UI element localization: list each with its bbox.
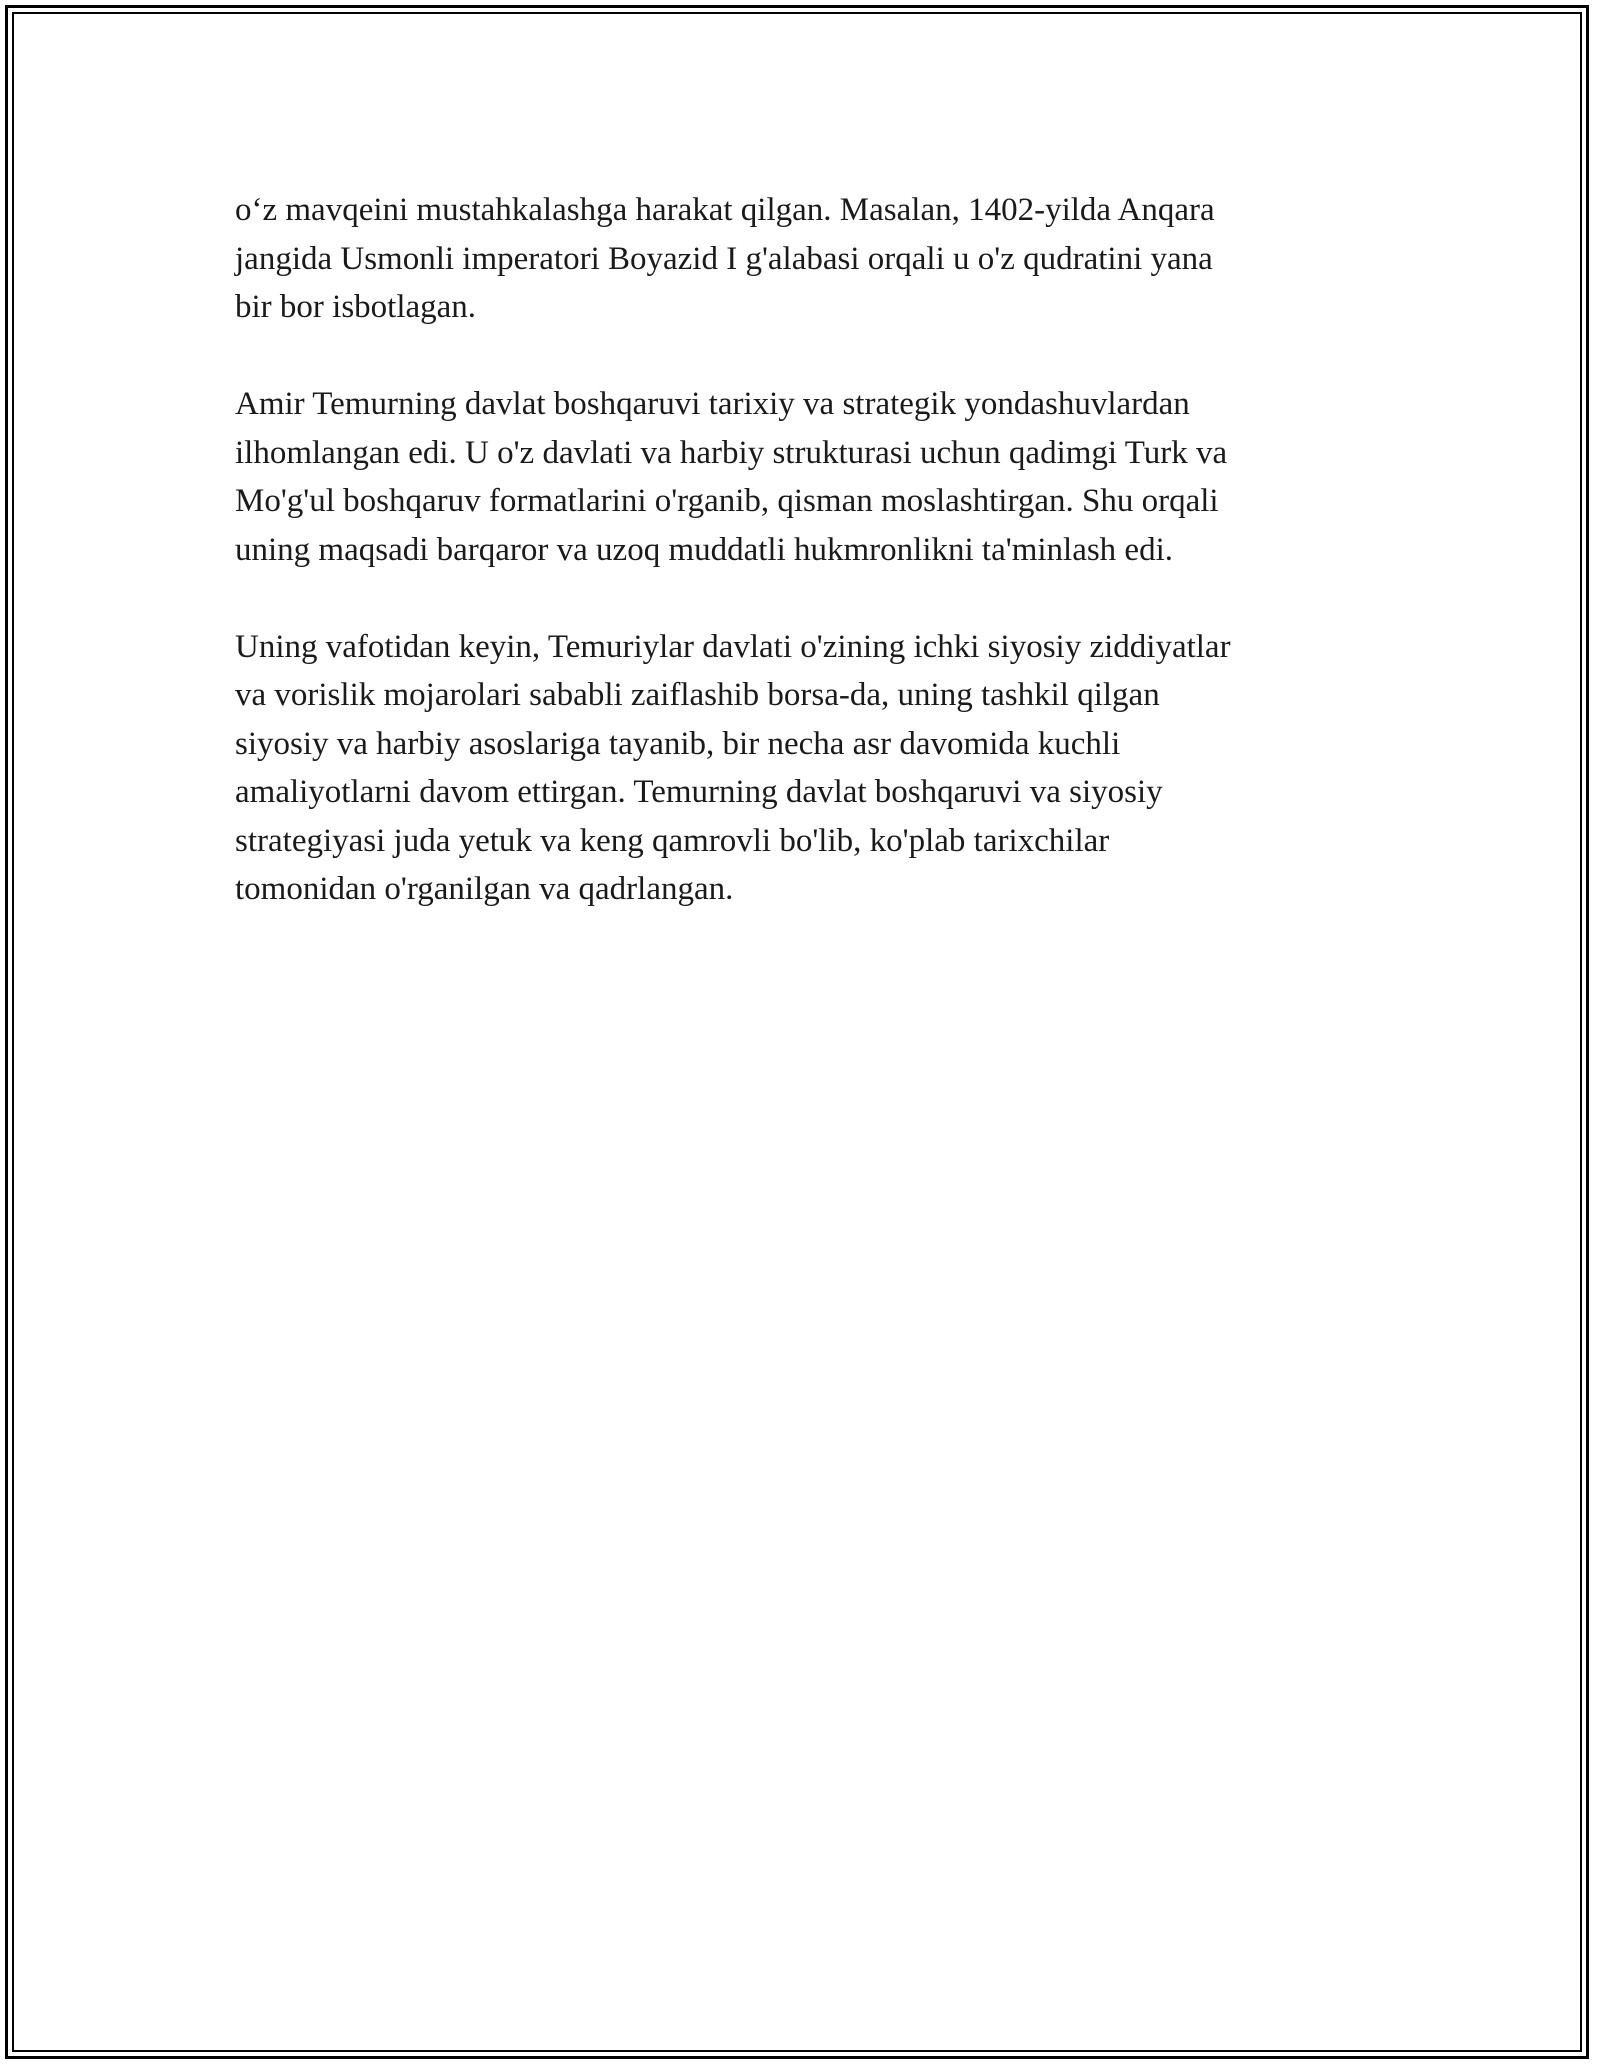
paragraph-line: Amir Temurning davlat boshqaruvi tarixiy va strategik yondashuvlardan xyxy=(235,386,1190,422)
paragraph-line: jangida Usmonli imperatori Boyazid I g'alabasi orqali u o'z qudratini yana xyxy=(235,240,1213,277)
paragraph-line: uning maqsadi barqaror va uzoq muddatli hukmronlikni ta'minlash edi. xyxy=(235,531,1174,568)
paragraph-line: tomonidan o'rganilgan va qadrlangan. xyxy=(235,871,734,907)
paragraph-line: Uning vafotidan keyin, Temuriylar davlati o'zining ichki siyosiy ziddiyatlar xyxy=(235,628,1231,665)
paragraph-line: Mo'g'ul boshqaruv formatlarini o'rganib, qisman moslashtirgan. Shu orqali xyxy=(235,483,1219,519)
document-body xyxy=(235,186,1365,962)
paragraph-line: va vorislik mojarolari sababli zaiflashib borsa-da, uning tashkil qilgan xyxy=(235,677,1160,713)
paragraph-line: oʻz mavqeini mustahkalashga harakat qilgan. Masalan, 1402-yilda Anqara xyxy=(235,192,1215,228)
paragraph-2 xyxy=(235,380,1365,574)
paragraph-line: siyosiy va harbiy asoslariga tayanib, bir necha asr davomida kuchli xyxy=(235,725,1121,762)
paragraph-line: bir bor isbotlagan. xyxy=(235,289,477,325)
paragraph-3 xyxy=(235,623,1365,914)
paragraph-1 xyxy=(235,186,1365,332)
paragraph-line: amaliyotlarni davom ettirgan. Temurning davlat boshqaruvi va siyosiy xyxy=(235,774,1163,810)
paragraph-line: strategiyasi juda yetuk va keng qamrovli bo'lib, ko'plab tarixchilar xyxy=(235,822,1110,859)
paragraph-line: ilhomlangan edi. U o'z davlati va harbiy strukturasi uchun qadimgi Turk va xyxy=(235,434,1228,471)
